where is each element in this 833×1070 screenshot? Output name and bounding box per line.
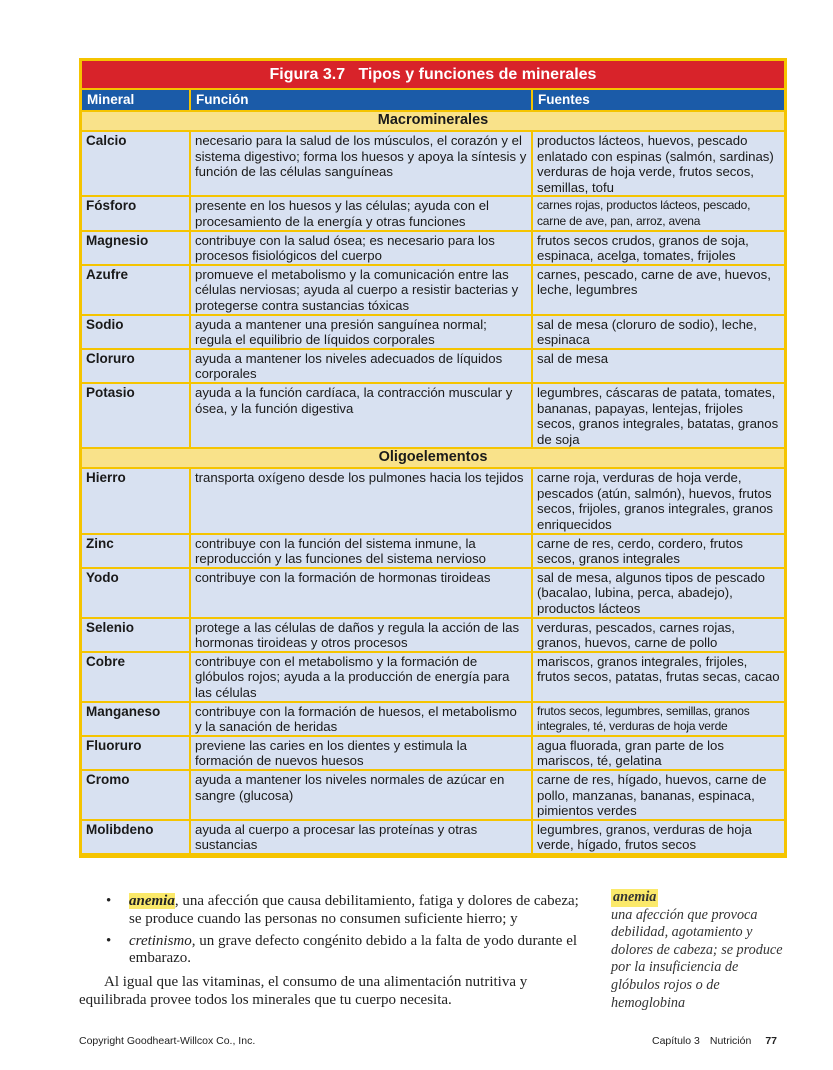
mineral-cell: Selenio [82,618,190,652]
mineral-cell: Azufre [82,265,190,315]
mineral-cell: Manganeso [82,702,190,736]
section-title: Macrominerales [82,111,784,131]
sources-cell: sal de mesa (cloruro de sodio), leche, espinaca [532,315,784,349]
header-funcion: Función [190,89,532,111]
sources-cell: legumbres, cáscaras de patata, tomates, bananas, papayas, lentejas, frijoles secos, granos integrales, batatas, granos de soja [532,383,784,448]
mineral-cell: Magnesio [82,231,190,265]
footer-page-info [652,1035,777,1047]
function-cell: protege a las células de daños y regula la acción de las hormonas tiroideas y otros procesos [190,618,532,652]
header-mineral: Mineral [82,89,190,111]
table-row [82,652,784,702]
mineral-cell: Cromo [82,770,190,820]
closing-paragraph: Al igual que las vitaminas, el consumo de una alimentación nutritiva y equilibrada provee todos los minerales que tu cuerpo necesita. [79,974,528,1008]
mineral-cell: Molibdeno [82,820,190,854]
table-header-row [82,89,784,111]
footer-section: Nutrición [709,1035,752,1047]
sources-cell: sal de mesa [532,349,784,383]
sources-cell: frutos secos crudos, granos de soja, espinaca, acelga, tomates, frijoles [532,231,784,265]
function-cell: contribuye con la formación de huesos, el metabolismo y la sanación de heridas [190,702,532,736]
sources-cell: frutos secos, legumbres, semillas, granos integrales, té, verduras de hoja verde [532,702,784,736]
sources-cell: carnes, pescado, carne de ave, huevos, leche, legumbres [532,265,784,315]
sources-cell: carne roja, verduras de hoja verde, pescados (atún, salmón), huevos, frutos secos, frijoles, granos integrales, granos enriquecidos [532,468,784,533]
table-row [82,736,784,770]
mineral-cell: Cobre [82,652,190,702]
term-cretinismo: cretinismo [129,932,192,949]
footer-copyright: Copyright Goodheart-Willcox Co., Inc. [79,1035,256,1047]
mineral-cell: Potasio [82,383,190,448]
table-row [82,383,784,448]
function-cell: contribuye con la formación de hormonas tiroideas [190,568,532,618]
section-header-row [82,111,784,131]
bullet-text: , una afección que causa debilitamiento, fatiga y dolores de cabeza; se produce cuando las personas no consumen suficiente hierro; y [129,893,579,927]
function-cell: ayuda al cuerpo a procesar las proteínas y otras sustancias [190,820,532,854]
function-cell: ayuda a mantener una presión sanguínea normal; regula el equilibrio de líquidos corporales [190,315,532,349]
table-row [82,468,784,533]
sources-cell: verduras, pescados, carnes rojas, granos, huevos, carne de pollo [532,618,784,652]
mineral-cell: Cloruro [82,349,190,383]
bullet-dot: • [106,932,112,949]
table-row [82,131,784,196]
function-cell: presente en los huesos y las células; ayuda con el procesamiento de la energía y otras funciones [190,196,532,230]
sources-cell: carnes rojas, productos lácteos, pescado, carne de ave, pan, arroz, avena [532,196,784,230]
glossary-term: anemia [613,889,657,905]
section-title: Oligoelementos [82,448,784,468]
sources-cell: sal de mesa, algunos tipos de pescado (bacalao, lubina, perca, abadejo), productos lácteos [532,568,784,618]
page-number: 77 [765,1035,777,1047]
table-row [82,265,784,315]
body-text [79,893,579,1010]
sources-cell: productos lácteos, huevos, pescado enlatado con espinas (salmón, sardinas) verduras de hoja verde, frutos secos, semillas, tofu [532,131,784,196]
sources-cell: mariscos, granos integrales, frijoles, frutos secos, patatas, frutas secas, cacao [532,652,784,702]
figure-title: Figura 3.7 Tipos y funciones de minerales [82,61,784,89]
mineral-cell: Fluoruro [82,736,190,770]
function-cell: ayuda a mantener los niveles normales de azúcar en sangre (glucosa) [190,770,532,820]
minerals-table [79,58,787,858]
mineral-cell: Fósforo [82,196,190,230]
bullet-anemia [79,893,579,929]
mineral-cell: Calcio [82,131,190,196]
section-header-row [82,448,784,468]
function-cell: transporta oxígeno desde los pulmones hacia los tejidos [190,468,532,533]
table-row [82,534,784,568]
function-cell: necesario para la salud de los músculos, el corazón y el sistema digestivo; forma los huesos y apoya la síntesis y función de las células sanguíneas [190,131,532,196]
function-cell: contribuye con la salud ósea; es necesario para los procesos fisiológicos del cuerpo [190,231,532,265]
table-title-row [82,61,784,89]
sources-cell: carne de res, hígado, huevos, carne de pollo, manzanas, bananas, espinaca, pimientos verdes [532,770,784,820]
function-cell: previene las caries en los dientes y estimula la formación de nuevos huesos [190,736,532,770]
sources-cell: legumbres, granos, verduras de hoja verde, hígado, frutos secos [532,820,784,854]
bullet-text: , un grave defecto congénito debido a la falta de yodo durante el embarazo. [129,932,578,967]
table-row [82,820,784,854]
table-row [82,231,784,265]
table-row [82,196,784,230]
header-fuentes: Fuentes [532,89,784,111]
table-row [82,568,784,618]
mineral-cell: Yodo [82,568,190,618]
mineral-cell: Sodio [82,315,190,349]
sources-cell: agua fluorada, gran parte de los mariscos, té, gelatina [532,736,784,770]
function-cell: contribuye con la función del sistema inmune, la reproducción y las funciones del sistema nervioso [190,534,532,568]
bullet-dot: • [106,893,112,909]
table-row [82,349,784,383]
table-row [82,315,784,349]
footer-chapter: Capítulo 3 [652,1035,700,1047]
table-row [82,618,784,652]
function-cell: ayuda a la función cardíaca, la contracción muscular y ósea, y la función digestiva [190,383,532,448]
mineral-cell: Zinc [82,534,190,568]
minerals-table-grid [82,61,784,855]
glossary-sidebar [611,889,786,1012]
function-cell: contribuye con el metabolismo y la formación de glóbulos rojos; ayuda a la producción de energía para las células [190,652,532,702]
term-anemia: anemia [129,893,175,909]
glossary-definition: una afección que provoca debilidad, agotamiento y dolores de cabeza; se produce por la insuficiencia de glóbulos rojos o de hemoglobina [611,906,783,1011]
bullet-cretinismo [79,933,579,969]
table-row [82,770,784,820]
function-cell: promueve el metabolismo y la comunicación entre las células nerviosas; ayuda al cuerpo a resistir bacterias y protegerse contra sustancias tóxicas [190,265,532,315]
function-cell: ayuda a mantener los niveles adecuados de líquidos corporales [190,349,532,383]
mineral-cell: Hierro [82,468,190,533]
sources-cell: carne de res, cerdo, cordero, frutos secos, granos integrales [532,534,784,568]
table-row [82,702,784,736]
